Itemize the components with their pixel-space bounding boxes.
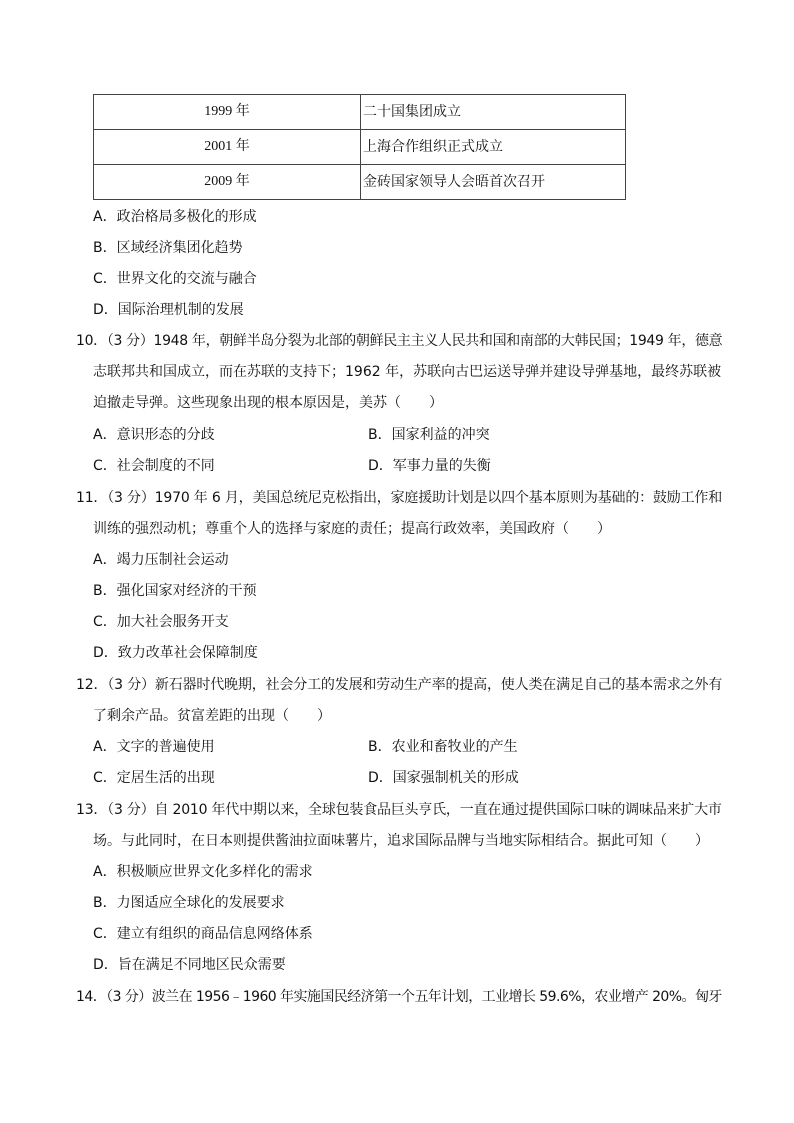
table-cell-year: 1999 年 [94,95,361,130]
q10-stem-line-3: 迫撤走导弹。这些现象出现的根本原因是，美苏（ ） [93,395,443,411]
q13-option-d: D．旨在满足不同地区民众需要 [93,957,286,973]
q11-option-d: D．致力改革社会保障制度 [93,645,258,661]
q11-option-c: C．加大社会服务开支 [93,614,229,630]
q10-option-b: B．国家利益的冲突 [368,427,490,443]
q10-stem-line-1: 10．（3 分）1948 年，朝鲜半岛分裂为北部的朝鲜民主主义人民共和国和南部的大韩民国；1949 年，德意 [76,333,723,349]
q13-option-a: A．积极顺应世界文化多样化的需求 [93,864,313,880]
q10-option-c: C．社会制度的不同 [93,458,215,474]
q11-option-b: B．强化国家对经济的干预 [93,583,257,599]
table-cell-year: 2001 年 [94,130,361,165]
q12-option-d: D．国家强制机关的形成 [368,770,519,786]
q12-option-c: C．定居生活的出现 [93,770,215,786]
q12-option-b: B．农业和畜牧业的产生 [368,739,518,755]
q13-stem-line-1: 13．（3 分）自 2010 年代中期以来，全球包装食品巨头亨氏，一直在通过提供国际口味的调味品来扩大市 [76,802,722,818]
q13-option-c: C．建立有组织的商品信息网络体系 [93,926,313,942]
q9-option-d: D．国际治理机制的发展 [93,302,244,318]
q11-stem-line-2: 训练的强烈动机；尊重个人的选择与家庭的责任；提高行政效率，美国政府（ ） [93,521,611,537]
q12-stem-line-1: 12．（3 分）新石器时代晚期，社会分工的发展和劳动生产率的提高，使人类在满足自己的基本需求之外有 [76,677,723,693]
q9-option-a: A．政治格局多极化的形成 [93,209,257,225]
table-row [94,165,626,200]
q10-option-d: D．军事力量的失衡 [368,458,491,474]
q10-stem-line-2: 志联邦共和国成立，而在苏联的支持下；1962 年，苏联向古巴运送导弹并建设导弹基地，最终苏联被 [93,364,722,380]
q9-option-c: C．世界文化的交流与融合 [93,271,257,287]
q11-option-a: A．竭力压制社会运动 [93,552,229,568]
q10-option-a: A．意识形态的分歧 [93,427,215,443]
table-row [94,95,626,130]
table-cell-event: 二十国集团成立 [361,95,626,130]
table-cell-event: 上海合作组织正式成立 [361,130,626,165]
table-cell-event: 金砖国家领导人会晤首次召开 [361,165,626,200]
table-cell-year: 2009 年 [94,165,361,200]
events-table [93,94,626,200]
q14-stem-line-1: 14．（3 分）波兰在 1956﹣1960 年实施国民经济第一个五年计划，工业增长 59.6%，农业增产 20%。匈牙 [76,989,722,1005]
q11-stem-line-1: 11．（3 分）1970 年 6 月，美国总统尼克松指出，家庭援助计划是以四个基本原则为基础的：鼓励工作和 [76,490,723,506]
q12-stem-line-2: 了剩余产品。贫富差距的出现（ ） [93,708,331,724]
table-row [94,130,626,165]
q13-option-b: B．力图适应全球化的发展要求 [93,895,285,911]
q12-option-a: A．文字的普遍使用 [93,739,215,755]
q13-stem-line-2: 场。与此同时，在日本则提供酱油拉面味薯片，追求国际品牌与当地实际相结合。据此可知（ ） [93,833,709,849]
q9-option-b: B．区域经济集团化趋势 [93,240,243,256]
